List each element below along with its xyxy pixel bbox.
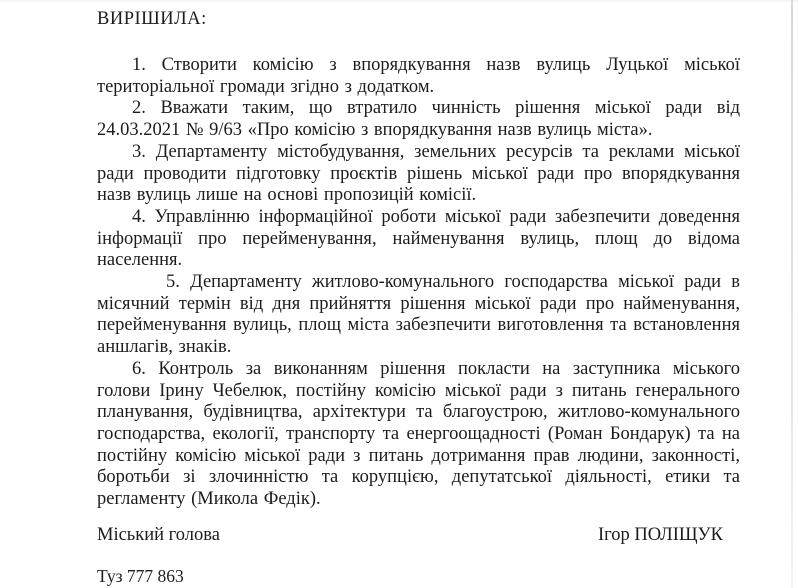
right-edge-line: [791, 0, 793, 588]
top-edge-line: [0, 0, 798, 3]
signature-name: Ігор ПОЛІЩУК: [597, 524, 723, 545]
decision-paragraph-1: 1. Створити комісію з впорядкування назв вулиць Луцької міської територіальної громади згідно з додатком.: [97, 55, 740, 97]
decision-heading: ВИРІШИЛА:: [97, 9, 207, 29]
decision-body: [97, 55, 740, 511]
decision-paragraph-5: 5. Департаменту житлово-комунального господарства міської ради в місячний термін від дня прийняття рішення міської ради про найменування, перейменування вулиць, площ міста забезпечити виготовлення та встановлення аншлагів, знаків.: [97, 272, 740, 358]
decision-paragraph-2: 2. Вважати таким, що втратило чинність рішення міської ради від 24.03.2021 № 9/63 «Про комісію з впорядкування назв вулиць міста».: [97, 98, 740, 141]
signature-title: Міський голова: [97, 524, 220, 545]
decision-paragraph-3: 3. Департаменту містобудування, земельних ресурсів та реклами міської ради проводити підготовку проєктів рішень міської ради про впорядкування назв вулиць лише на основі пропозицій комісії.: [97, 141, 740, 206]
footer-reference: Туз 777 863: [97, 565, 184, 586]
signature-row: [97, 524, 740, 546]
decision-paragraph-4: 4. Управлінню інформаційної роботи міської ради забезпечити доведення інформації про перейменування, найменування вулиць, площ до відома населення.: [97, 206, 740, 271]
document-content: [97, 8, 740, 587]
decision-paragraph-6: 6. Контроль за виконанням рішення покласти на заступника міського голови Ірину Чебелюк, постійну комісію міської ради з питань генерального планування, будівництва, архітектури та благоустрою, житлово-комунального господарства, екології, транспорту та енергоощадності (Роман Бондарук) та на постійну комісію міської ради з питань дотримання прав людини, законності, боротьби зі злочинністю та корупцією, депутатської діяльності, етики та регламенту (Микола Федік).: [97, 358, 740, 510]
